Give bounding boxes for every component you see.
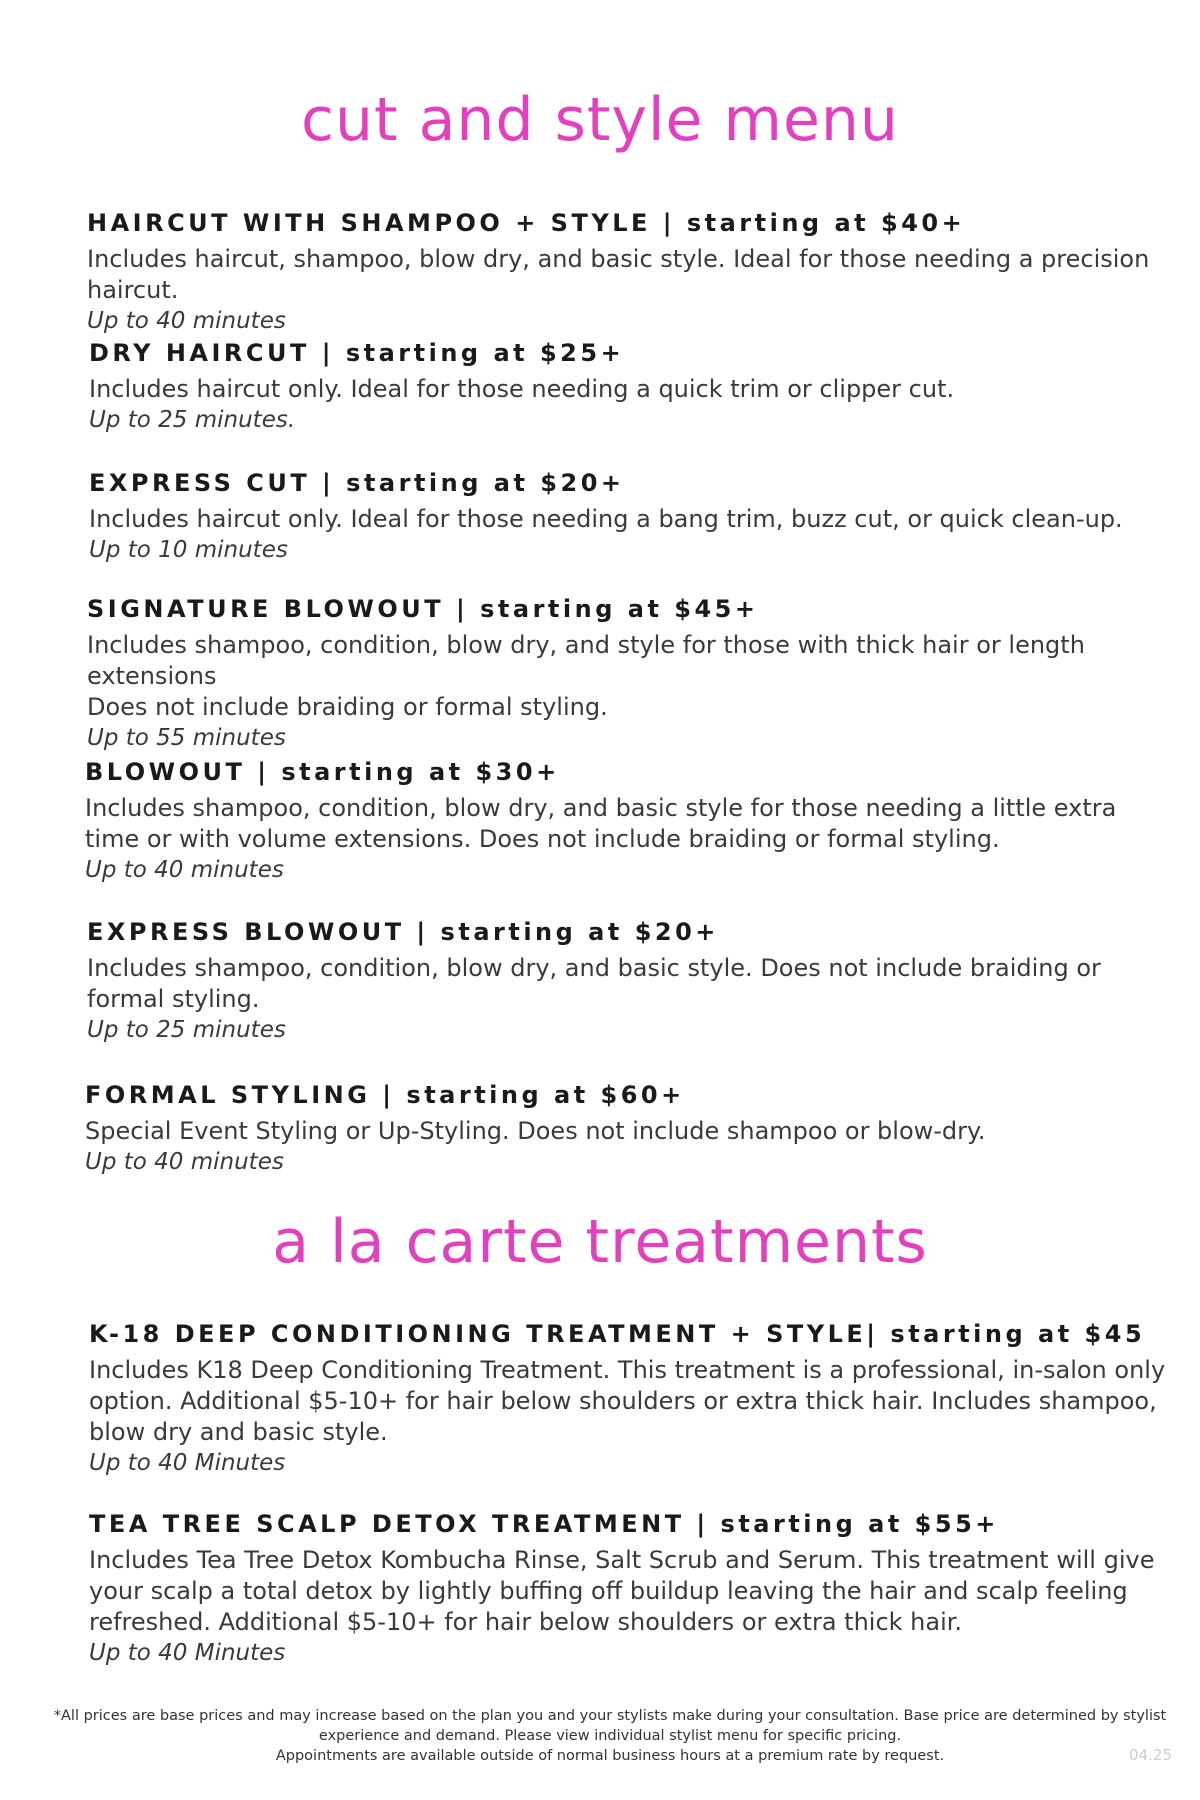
service-duration: Up to 10 minutes (89, 537, 288, 563)
disclaimer-line: Appointments are available outside of normal business hours at a premium rate by request. (275, 1748, 945, 1764)
service-heading: HAIRCUT WITH SHAMPOO + STYLE | starting at $40+ (87, 209, 966, 237)
service-haircut-with-shampoo (87, 208, 1167, 337)
service-signature-blowout (87, 594, 1167, 754)
service-heading: EXPRESS BLOWOUT | starting at $20+ (87, 918, 719, 946)
service-duration: Up to 25 minutes. (89, 407, 296, 433)
service-heading: BLOWOUT | starting at $30+ (85, 758, 560, 786)
service-duration: Up to 25 minutes (87, 1017, 286, 1043)
service-formal-styling (85, 1080, 1165, 1178)
version-label: 04.25 (1129, 1746, 1172, 1764)
service-tea-tree-detox (89, 1509, 1169, 1669)
service-description: Includes shampoo, condition, blow dry, and style for those with thick hair or length extensions Does not include braiding or formal styling. (87, 631, 1085, 721)
service-duration: Up to 55 minutes (87, 725, 286, 751)
cut-and-style-title: cut and style menu (301, 85, 899, 155)
service-heading: SIGNATURE BLOWOUT | starting at $45+ (87, 595, 759, 623)
service-duration: Up to 40 minutes (85, 1149, 284, 1175)
pricing-disclaimer (40, 1706, 1180, 1766)
service-description: Includes shampoo, condition, blow dry, and basic style. Does not include braiding or formal styling. (87, 954, 1101, 1013)
service-description: Includes haircut only. Ideal for those needing a quick trim or clipper cut. (89, 375, 955, 403)
service-duration: Up to 40 Minutes (89, 1640, 286, 1666)
service-express-cut (89, 468, 1169, 566)
service-heading: EXPRESS CUT | starting at $20+ (89, 469, 625, 497)
disclaimer-line: experience and demand. Please view individual stylist menu for specific pricing. (318, 1728, 902, 1744)
service-dry-haircut (89, 338, 1169, 436)
service-description: Special Event Styling or Up-Styling. Does not include shampoo or blow-dry. (85, 1117, 986, 1145)
service-blowout (85, 757, 1165, 886)
service-heading: K-18 DEEP CONDITIONING TREATMENT + STYLE| starting at $45 (89, 1320, 1146, 1348)
disclaimer-line: *All prices are base prices and may increase based on the plan you and your stylists make during your consultation. Base price are determined by stylist (53, 1708, 1167, 1724)
service-duration: Up to 40 Minutes (89, 1450, 286, 1476)
a-la-carte-title: a la carte treatments (272, 1207, 928, 1277)
service-description: Includes Tea Tree Detox Kombucha Rinse, Salt Scrub and Serum. This treatment will give your scalp a total detox by lightly buffing off buildup leaving the hair and scalp feeling refreshed. Additional $5-10+ for hair below shoulders or extra thick hair. (89, 1546, 1155, 1636)
service-k18-treatment (89, 1319, 1169, 1479)
service-heading: FORMAL STYLING | starting at $60+ (85, 1081, 685, 1109)
service-duration: Up to 40 minutes (87, 308, 286, 334)
service-description: Includes shampoo, condition, blow dry, and basic style for those needing a little extra time or with volume extensions. Does not include braiding or formal styling. (85, 794, 1117, 853)
service-duration: Up to 40 minutes (85, 857, 284, 883)
service-heading: DRY HAIRCUT | starting at $25+ (89, 339, 625, 367)
service-description: Includes haircut only. Ideal for those needing a bang trim, buzz cut, or quick clean-up. (89, 505, 1123, 533)
service-heading: TEA TREE SCALP DETOX TREATMENT | starting at $55+ (89, 1510, 999, 1538)
service-express-blowout (87, 917, 1167, 1046)
service-description: Includes K18 Deep Conditioning Treatment. This treatment is a professional, in-salon only option. Additional $5-10+ for hair below shoulders or extra thick hair. Includes shampoo, blow dry and basic style. (89, 1356, 1166, 1446)
service-description: Includes haircut, shampoo, blow dry, and basic style. Ideal for those needing a precision haircut. (87, 245, 1150, 304)
